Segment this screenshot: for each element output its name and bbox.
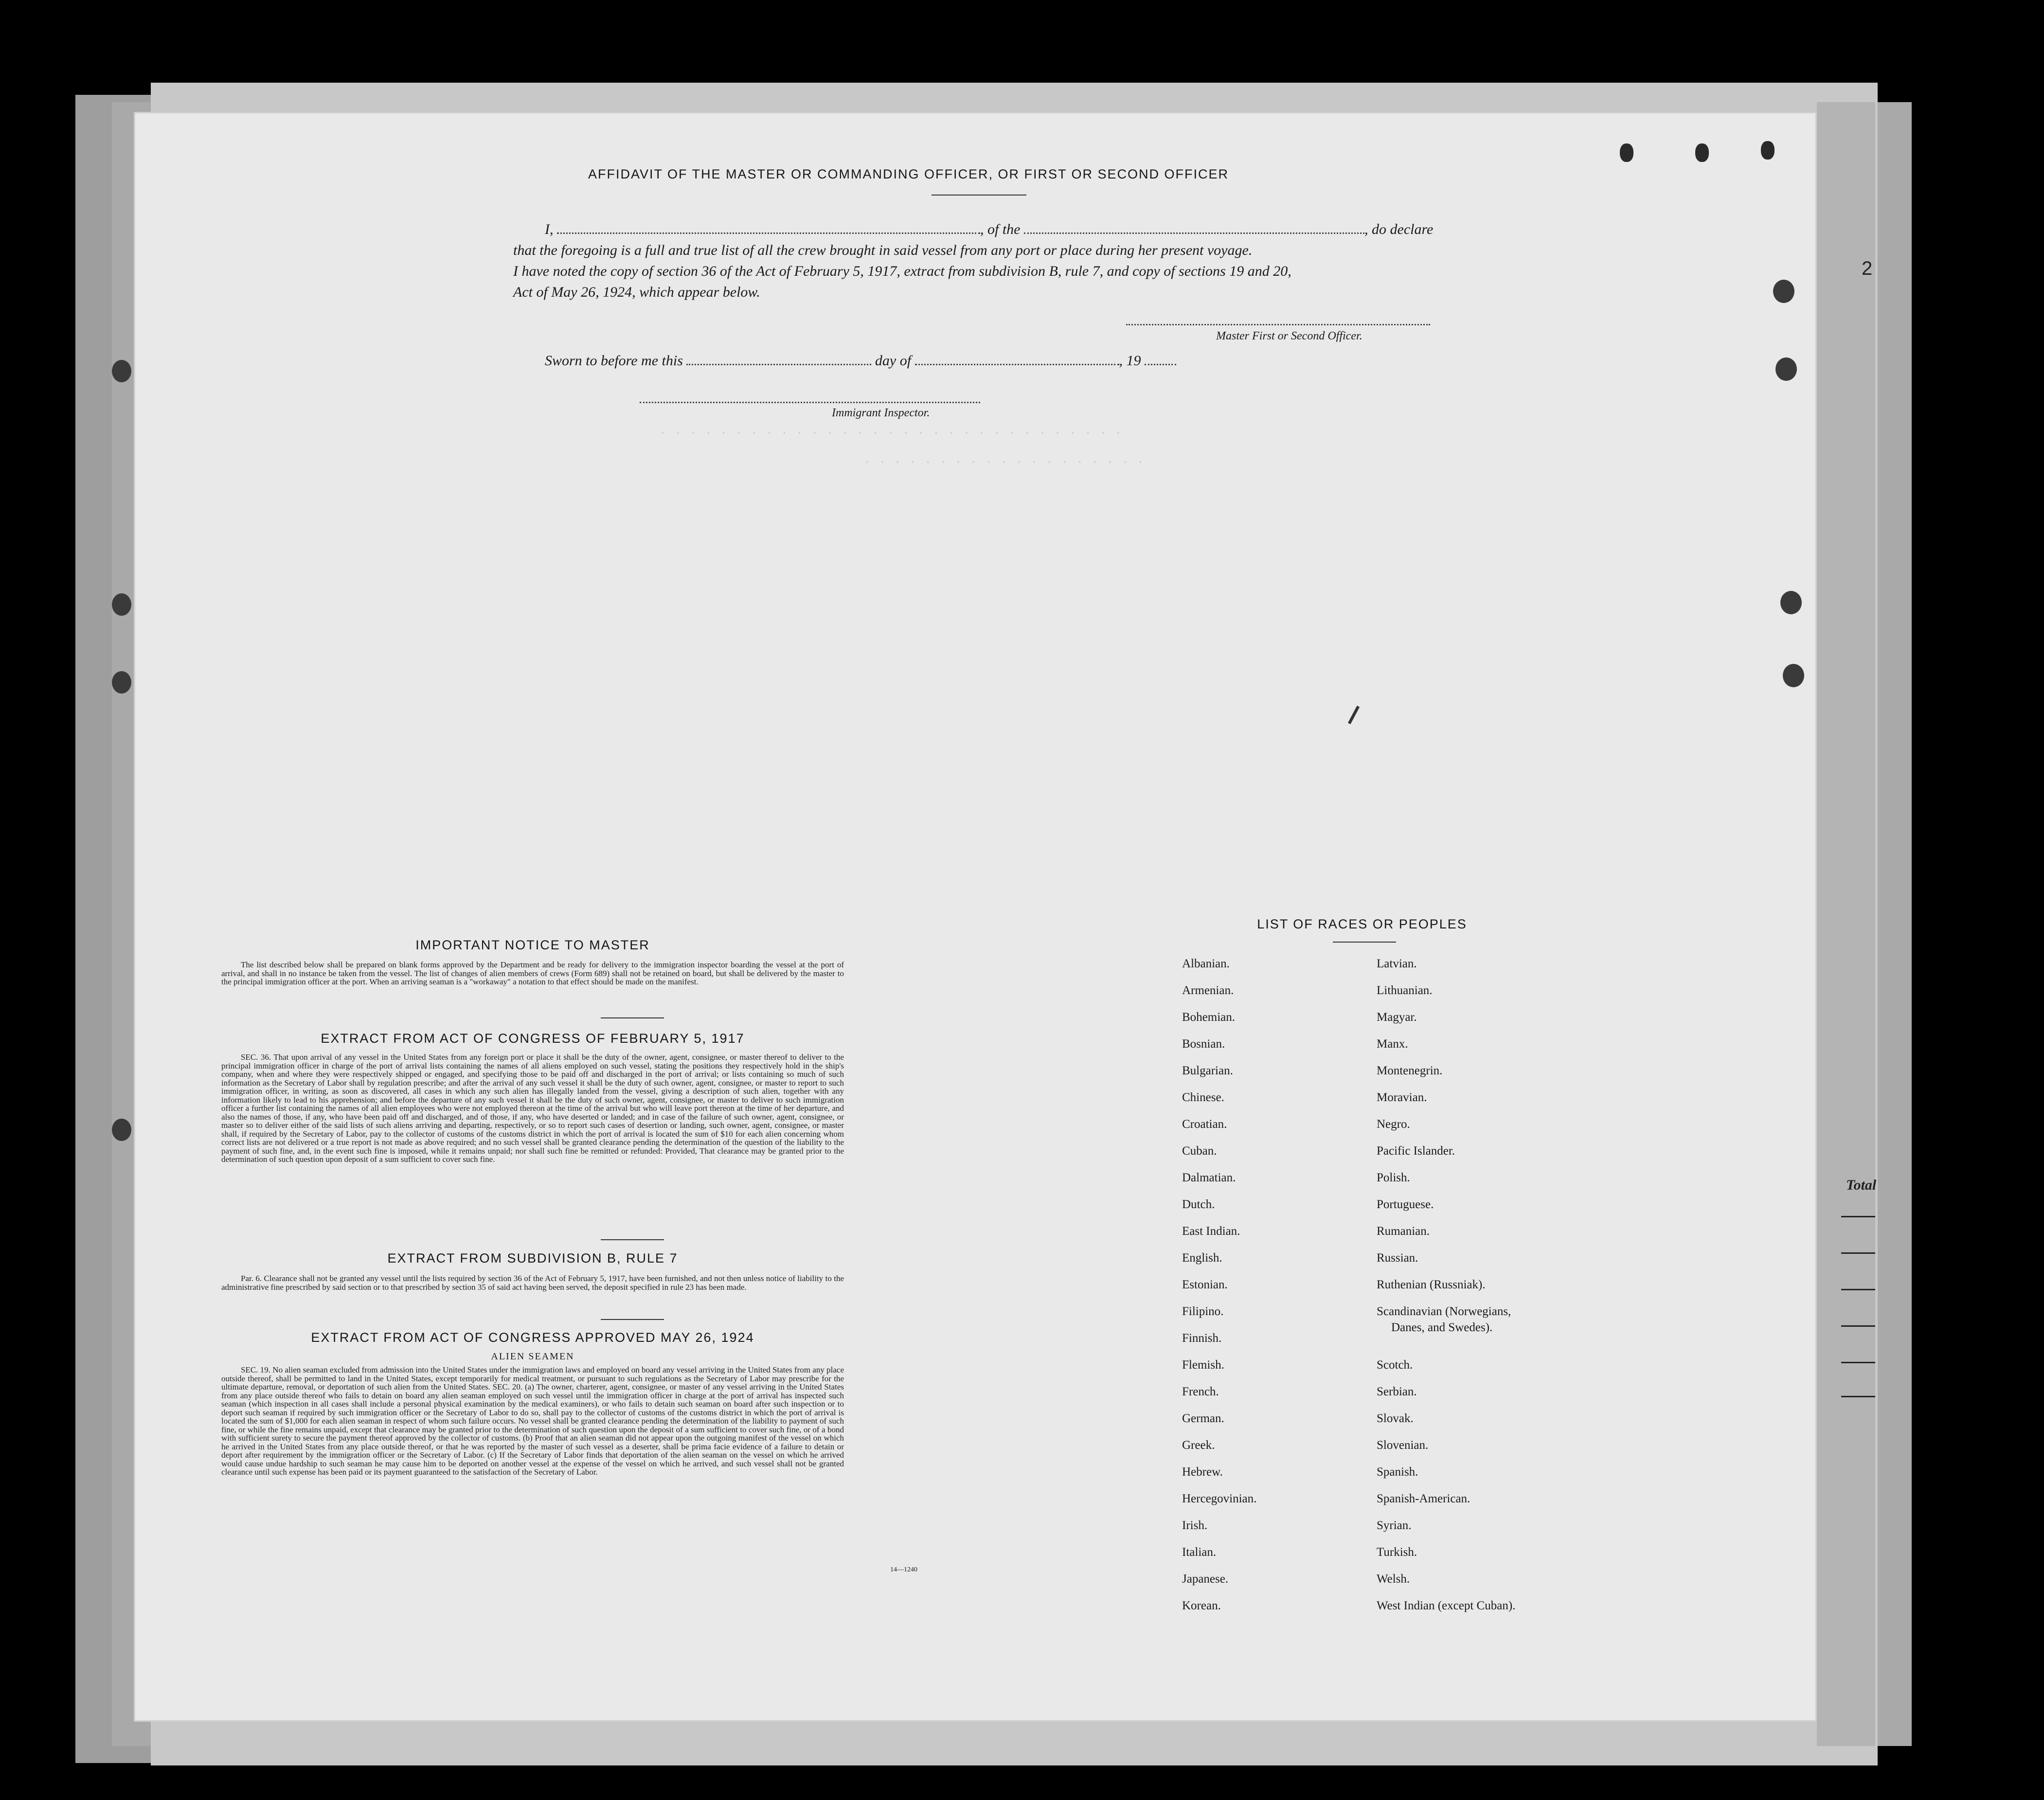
extract-1917-title: EXTRACT FROM ACT OF CONGRESS OF FEBRUARY 5, 1917 bbox=[321, 1031, 745, 1046]
notice-title: IMPORTANT NOTICE TO MASTER bbox=[415, 938, 650, 952]
race-item: Greek. bbox=[1182, 1439, 1215, 1452]
name-blank[interactable] bbox=[557, 231, 980, 234]
race-item: Japanese. bbox=[1182, 1572, 1229, 1586]
race-item: Irish. bbox=[1182, 1519, 1208, 1532]
divider bbox=[932, 195, 1026, 196]
punch-hole bbox=[1773, 280, 1794, 303]
sworn-label: Sworn to before me this bbox=[545, 353, 683, 369]
race-item: Serbian. bbox=[1377, 1385, 1417, 1398]
sworn-day-blank[interactable] bbox=[686, 362, 871, 365]
vessel-blank[interactable] bbox=[1024, 231, 1364, 234]
affidavit-line1 bbox=[545, 221, 1433, 238]
race-item: Scandinavian (Norwegians, bbox=[1377, 1305, 1511, 1318]
page-number: 2 bbox=[1862, 258, 1873, 279]
document-page bbox=[134, 112, 1817, 1722]
day-of-label: day of bbox=[875, 353, 912, 369]
race-item: Russian. bbox=[1377, 1251, 1418, 1265]
total-label: Total bbox=[1846, 1177, 1877, 1193]
race-item: Estonian. bbox=[1182, 1278, 1228, 1291]
punch-hole bbox=[1780, 591, 1802, 614]
race-item: East Indian. bbox=[1182, 1225, 1240, 1238]
race-item: Hercegovinian. bbox=[1182, 1492, 1257, 1505]
race-item: German. bbox=[1182, 1412, 1224, 1425]
master-signature-blank[interactable] bbox=[1126, 322, 1430, 325]
race-item: Negro. bbox=[1377, 1118, 1410, 1131]
margin-tick bbox=[1841, 1289, 1875, 1290]
race-item: Albanian. bbox=[1182, 957, 1230, 970]
race-item: Slovenian. bbox=[1377, 1439, 1429, 1452]
race-item: Slovak. bbox=[1377, 1412, 1414, 1425]
race-item: Finnish. bbox=[1182, 1332, 1222, 1345]
race-item: Latvian. bbox=[1377, 957, 1417, 970]
affidavit-line3: I have noted the copy of section 36 of the Act of February 5, 1917, extract from subdivision B, rule 7, and copy of sections 19 and 20, bbox=[513, 263, 1291, 279]
margin-tick bbox=[1841, 1362, 1875, 1363]
race-item: Syrian. bbox=[1377, 1519, 1412, 1532]
race-item: Bohemian. bbox=[1182, 1011, 1236, 1024]
race-item: Pacific Islander. bbox=[1377, 1144, 1455, 1158]
punch-hole bbox=[112, 360, 131, 382]
race-item: Dalmatian. bbox=[1182, 1171, 1236, 1184]
margin-tick bbox=[1841, 1325, 1875, 1327]
race-item: Manx. bbox=[1377, 1037, 1408, 1051]
race-item: Rumanian. bbox=[1377, 1225, 1430, 1238]
inspector-signature-blank[interactable] bbox=[640, 400, 980, 403]
race-item: Bosnian. bbox=[1182, 1037, 1225, 1051]
affidavit-i: I, bbox=[545, 221, 554, 237]
races-title: LIST OF RACES OR PEOPLES bbox=[1257, 917, 1467, 931]
year-blank[interactable] bbox=[1145, 362, 1176, 365]
race-item: Spanish-American. bbox=[1377, 1492, 1470, 1505]
race-item: Turkish. bbox=[1377, 1546, 1417, 1559]
underlying-sheet-edge bbox=[1817, 102, 1875, 1746]
alien-seamen-subtitle: ALIEN SEAMEN bbox=[491, 1351, 574, 1362]
bleed-through: . . . . . . . . . . . . . . . . . . . . . . . . . . . . . . . bbox=[659, 423, 1122, 438]
form-number: 14—1240 bbox=[890, 1566, 917, 1573]
divider bbox=[601, 1319, 664, 1320]
margin-tick bbox=[1841, 1216, 1875, 1217]
rule7-title: EXTRACT FROM SUBDIVISION B, RULE 7 bbox=[387, 1251, 678, 1265]
race-item: Italian. bbox=[1182, 1546, 1217, 1559]
extract-1917-body: SEC. 36. That upon arrival of any vessel in the United States from any foreign port or place it shall be the duty of the owner, agent, consignee, or master thereof to deliver to the principal immigration officer in charge of the port of arrival lists containing the names of all aliens employed on such vessel, stating the positions they respectively hold in the ship's company, when and where they were respectively shipped or engaged, and specifying those to be paid off and discharged in the port of arrival; or lists containing so much of such information as the Secretary of Labor shall by regulation prescribe; and after the arrival of any such vessel it shall be the duty of such owner, agent, consignee, or master to report to such immigration officer, in writing, as soon as discovered, all cases in which any such alien has illegally landed from the vessel, giving a description of such alien, together with any information likely to lead to his apprehension; and before the departure of any such vessel it shall be the duty of such owner, agent, consignee, or master to deliver to such immigration officer a further list containing the names of all alien employees who were not employed thereon at the time of the arrival but who will leave port thereon at the time of her departure, and also the names of those, if any, who have been paid off and discharged, and of those, if any, who have deserted or landed; and in case of the failure of such owner, agent, consignee, or master so to deliver either of the said lists of such aliens arriving and departing, respectively, or so to report such cases of desertion or landing, such owner, agent, consignee, or master shall, if required by the Secretary of Labor, pay to the collector of customs of the customs district in which the port of arrival is located the sum of $10 for each alien concerning whom correct lists are not delivered or a true report is not made as above required; and no such vessel shall be granted clearance pending the determination of the question of the liability to the payment of such fine, and, in the event such fine is imposed, while it remains unpaid; nor shall such fine be remitted or refunded: Provided, That clearance may be granted prior to the determination of such question upon deposit of a sum sufficient to cover such fine. bbox=[221, 1052, 844, 1164]
affidavit-of-the: , of the bbox=[980, 221, 1021, 237]
bleed-through: . . . . . . . . . . . . . . . . . . . bbox=[863, 452, 1145, 467]
race-item: Polish. bbox=[1377, 1171, 1410, 1184]
race-item: Korean. bbox=[1182, 1599, 1221, 1612]
divider bbox=[601, 1017, 664, 1018]
notice-body: The list described below shall be prepared on blank forms approved by the Department and be ready for delivery to the immigration inspector boarding the vessel at the port of arrival, and shall in no instance be taken from the vessel. The list of changes of alien members of crews (Form 689) shall not be retained on board, but shall be delivered by the master to the principal immigration officer at the port. When an arriving seaman is a "workaway" a notation to that effect should be made on the manifest. bbox=[221, 960, 844, 986]
race-item: French. bbox=[1182, 1385, 1219, 1398]
race-item: Danes, and Swedes). bbox=[1391, 1321, 1493, 1334]
extract-1924-title: EXTRACT FROM ACT OF CONGRESS APPROVED MAY 26, 1924 bbox=[311, 1330, 754, 1345]
year-label: , 19 bbox=[1119, 353, 1141, 369]
race-item: Hebrew. bbox=[1182, 1465, 1223, 1479]
margin-tick bbox=[1841, 1252, 1875, 1254]
race-item: Moravian. bbox=[1377, 1091, 1427, 1104]
race-item: Ruthenian (Russniak). bbox=[1377, 1278, 1486, 1291]
punch-hole bbox=[112, 1119, 131, 1141]
punch-hole bbox=[112, 593, 131, 616]
punch-hole bbox=[1695, 143, 1709, 162]
race-item: Dutch. bbox=[1182, 1198, 1215, 1211]
race-item: Portuguese. bbox=[1377, 1198, 1434, 1211]
race-item: Cuban. bbox=[1182, 1144, 1217, 1158]
affidavit-declare: , do declare bbox=[1364, 221, 1434, 237]
race-item: Bulgarian. bbox=[1182, 1064, 1233, 1077]
margin-tick bbox=[1841, 1396, 1875, 1397]
master-signature-label: Master First or Second Officer. bbox=[1216, 330, 1363, 342]
punch-hole bbox=[112, 671, 131, 694]
race-item: Armenian. bbox=[1182, 984, 1234, 997]
punch-hole bbox=[1783, 664, 1804, 687]
pencil-mark bbox=[1348, 706, 1360, 724]
race-item: Filipino. bbox=[1182, 1305, 1224, 1318]
punch-hole bbox=[1775, 357, 1797, 381]
divider bbox=[1333, 942, 1396, 943]
affidavit-line2: that the foregoing is a full and true list of all the crew brought in said vessel from any port or place during her present voyage. bbox=[513, 242, 1253, 258]
affidavit-title: AFFIDAVIT OF THE MASTER OR COMMANDING OFFICER, OR FIRST OR SECOND OFFICER bbox=[588, 167, 1229, 181]
inspector-label: Immigrant Inspector. bbox=[832, 407, 930, 419]
race-item: Croatian. bbox=[1182, 1118, 1227, 1131]
affidavit-line4: Act of May 26, 1924, which appear below. bbox=[513, 284, 760, 300]
extract-1924-body: SEC. 19. No alien seaman excluded from admission into the United States under the immigration laws and employed on board any vessel arriving in the United States from any place outside thereof, shall be permitted to land in the United States, except temporarily for medical treatment, or pursuant to such regulations as the Secretary of Labor may prescribe for the ultimate departure, removal, or deportation of such alien from the United States. SEC. 20. (a) The owner, charterer, agent, consignee, or master of any vessel arriving in the United States from any place outside thereof who fails to detain on board any alien seaman employed on such vessel until the immigration officer in charge at the port of arrival has inspected such seaman (which inspection in all cases shall include a personal physical examination by the medical examiners), or who fails to detain such seaman on board after such inspection or to deport such seaman if required by such immigration officer or the Secretary of Labor to do so, shall pay to the collector of customs of the customs district in which the port of arrival is located the sum of $1,000 for each alien seaman in respect of whom such failure occurs. No vessel shall be granted clearance pending the determination of the liability to payment of such fine, or while the fine remains unpaid, except that clearance may be granted prior to the determination of such question upon the deposit of a sum sufficient to cover such fine, or of a bond with sufficient surety to secure the payment thereof approved by the collector of customs. (b) Proof that an alien seaman did not appear upon the outgoing manifest of the vessel on which he arrived in the United States from any place outside thereof, or that he was reported by the master of such vessel as a deserter, shall be prima facie evidence of a failure to detain or deport after requirement by the immigration officer or the Secretary of Labor. (c) If the Secretary of Labor finds that deportation of the alien seaman on the vessel on which he arrived would cause undue hardship to such seaman he may cause him to be deported on another vessel at the expense of the vessel on which he arrived, and such vessel shall not be granted clearance until such expense has been paid or its payment guaranteed to the satisfaction of the Secretary of Labor. bbox=[221, 1365, 844, 1477]
rule7-body: Par. 6. Clearance shall not be granted any vessel until the lists required by section 36 of the Act of February 5, 1917, have been furnished, and not then unless notice of liability to the administrative fine prescribed by said section or to that prescribed by section 35 of said act having been served, the deposit specified in rule 23 has been made. bbox=[221, 1274, 844, 1292]
race-item: Montenegrin. bbox=[1377, 1064, 1443, 1077]
divider bbox=[601, 1239, 664, 1240]
race-item: Flemish. bbox=[1182, 1358, 1224, 1372]
punch-hole bbox=[1620, 143, 1633, 162]
race-item: West Indian (except Cuban). bbox=[1377, 1599, 1516, 1612]
race-item: Spanish. bbox=[1377, 1465, 1418, 1479]
race-item: Lithuanian. bbox=[1377, 984, 1433, 997]
race-item: Magyar. bbox=[1377, 1011, 1417, 1024]
month-blank[interactable] bbox=[915, 362, 1119, 365]
race-item: Scotch. bbox=[1377, 1358, 1413, 1372]
race-item: English. bbox=[1182, 1251, 1222, 1265]
race-item: Welsh. bbox=[1377, 1572, 1410, 1586]
punch-hole bbox=[1761, 141, 1775, 160]
sworn-line bbox=[545, 353, 1176, 369]
race-item: Chinese. bbox=[1182, 1091, 1224, 1104]
